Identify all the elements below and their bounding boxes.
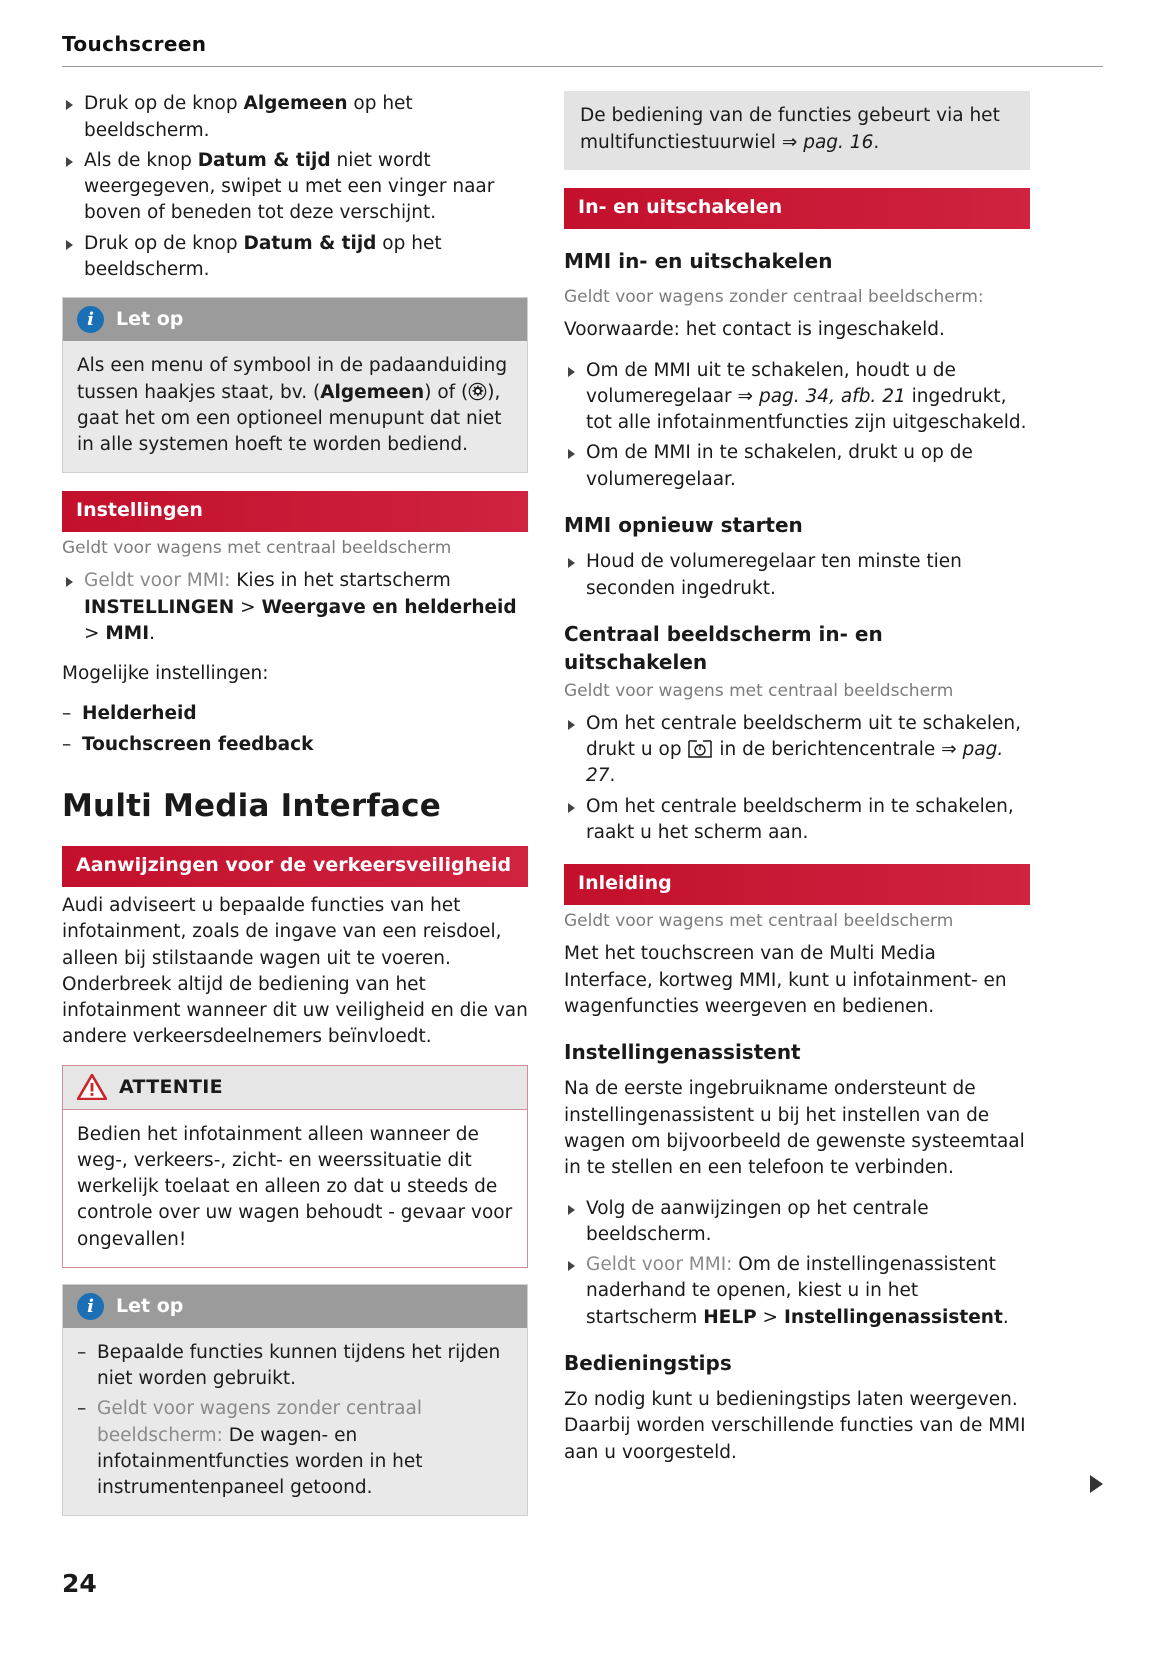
note-body [63, 1328, 527, 1516]
warning-text: Bedien het infotainment alleen wanneer de weg-, verkeers-, zicht- en weerssituatie dit werkelijk toelaat en alleen zo dat u steeds de controle over uw wagen behoudt - gevaar voor ongevallen! [77, 1123, 513, 1250]
steps-list-top [62, 91, 528, 283]
safety-paragraph: Audi adviseert u bepaalde functies van het infotainment, zoals de ingave van een reisdoel, alleen bij stilstaande wagen uit te voeren. Onderbreek altijd de bediening van het infotainment wanneer dit uw veiligheid en die van andere verkeersdeelnemers beïnvloedt. [62, 894, 528, 1048]
list-item: Volg de aanwijzingen op het centrale beeldscherm. [564, 1196, 1030, 1249]
list-item: Druk op de knop Datum & tijd op het beeldscherm. [62, 231, 528, 284]
instellingen-steps [62, 568, 528, 647]
assistant-steps [564, 1196, 1030, 1331]
mmi-restart-steps [564, 549, 1030, 602]
note-title: Let op [116, 1294, 184, 1317]
page-number: 24 [62, 1568, 97, 1598]
page-title: Touchscreen [62, 32, 207, 56]
note-title: Let op [116, 308, 184, 331]
info-grey-box [564, 91, 1030, 170]
chapter-heading: Multi Media Interface [62, 788, 441, 824]
info-circle-icon: i [77, 306, 104, 333]
list-item: Om de MMI in te schakelen, drukt u op de volumeregelaar. [564, 440, 1030, 493]
assistant-paragraph: Na de eerste ingebruikname ondersteunt de instellingenassistent u bij het instellen van de wagen om bijvoorbeeld de gewenste systeemtaal in te stellen en een telefoon te verbinden. [564, 1078, 1025, 1179]
info-circle-icon: i [77, 1293, 104, 1320]
applicability-note: Geldt voor wagens zonder centraal beeldscherm: [564, 287, 984, 308]
heading-mmi-in-en-uitschakelen: MMI in- en uitschakelen [564, 248, 833, 273]
note-header [63, 1285, 527, 1328]
list-item: – Geldt voor wagens zonder centraal beeldscherm: De wagen- en infotainmentfuncties worden in het instrumentenpaneel getoond. [77, 1396, 513, 1501]
note-box-padaanduiding [62, 297, 528, 473]
list-item: – Helderheid [62, 701, 528, 727]
note-text: Als een menu of symbool in de padaanduiding tussen haakjes staat, bv. (Algemeen) of ( ), gaat het om een optioneel menupunt dat niet in alle systemen hoeft te worden bediend. [77, 355, 508, 456]
section-bar-in-en-uitschakelen: In- en uitschakelen [564, 188, 1030, 229]
precondition-text: Voorwaarde: het contact is ingeschakeld. [564, 319, 945, 341]
warning-title: ATTENTIE [119, 1075, 223, 1098]
note-header [63, 298, 527, 341]
list-item: Om het centrale beeldscherm in te schakelen, raakt u het scherm aan. [564, 794, 1030, 847]
grey-box-text: De bediening van de functies gebeurt via het multifunctiestuurwiel ⇒ pag. 16. [580, 105, 1000, 153]
heading-centraal-beeldscherm: Centraal beeldscherm in- en uitschakelen [564, 621, 883, 675]
two-column-layout [62, 91, 1103, 1532]
warning-box-attentie [62, 1065, 528, 1268]
warning-body [63, 1110, 527, 1267]
header-divider [62, 66, 1103, 67]
list-item: Als de knop Datum & tijd niet wordt weergegeven, swipet u met een vinger naar boven of beneden tot deze verschijnt. [62, 148, 528, 227]
note-box-rijden [62, 1284, 528, 1517]
heading-instellingenassistent: Instellingenassistent [564, 1040, 801, 1065]
intro-paragraph: Met het touchscreen van de Multi Media Interface, kortweg MMI, kunt u infotainment- en wagenfuncties weergeven en bedienen. [564, 943, 1007, 1017]
note-list [77, 1340, 513, 1502]
applicability-note: Geldt voor wagens met centraal beeldscherm [564, 911, 954, 932]
settings-options-list [62, 701, 528, 758]
list-item: Druk op de knop Algemeen op het beeldscherm. [62, 91, 528, 144]
continuation-arrow-icon [1090, 1475, 1103, 1493]
mogelijke-instellingen-label: Mogelijke instellingen: [62, 663, 269, 685]
mmi-power-steps [564, 358, 1030, 493]
list-item: Geldt voor MMI: Kies in het startscherm INSTELLINGEN > Weergave en helderheid > MMI. [62, 568, 528, 647]
right-column [564, 91, 1030, 1480]
gear-icon [468, 382, 487, 401]
section-bar-verkeersveiligheid: Aanwijzingen voor de verkeersveiligheid [62, 846, 528, 887]
warning-header [63, 1066, 527, 1110]
note-body [63, 341, 527, 472]
list-item: Houd de volumeregelaar ten minste tien seconden ingedrukt. [564, 549, 1030, 602]
list-item: Om de MMI uit te schakelen, houdt u de volumeregelaar ⇒ pag. 34, afb. 21 ingedrukt, tot alle infotainmentfuncties zijn uitgeschakeld. [564, 358, 1030, 437]
list-item: Om het centrale beeldscherm uit te schakelen, drukt u op in de berichtencentrale ⇒ pag. 27. [564, 711, 1030, 790]
heading-bedieningstips: Bedieningstips [564, 1350, 732, 1375]
heading-mmi-opnieuw-starten: MMI opnieuw starten [564, 513, 803, 537]
list-item: Geldt voor MMI: Om de instellingenassistent naderhand te openen, kiest u in het startscherm HELP > Instellingenassistent. [564, 1252, 1030, 1331]
display-off-icon [687, 739, 713, 759]
tips-paragraph: Zo nodig kunt u bedieningstips laten weergeven. Daarbij worden verschillende functies van de MMI aan u voorgesteld. [564, 1389, 1026, 1463]
list-item: – Bepaalde functies kunnen tijdens het rijden niet worden gebruikt. [77, 1340, 513, 1393]
section-bar-inleiding: Inleiding [564, 864, 1030, 905]
left-column [62, 91, 528, 1532]
section-bar-instellingen: Instellingen [62, 491, 528, 532]
list-item: – Touchscreen feedback [62, 732, 528, 758]
applicability-note: Geldt voor wagens met centraal beeldscherm [564, 680, 954, 701]
warning-triangle-icon [77, 1074, 107, 1100]
applicability-note: Geldt voor wagens met centraal beeldscherm [62, 538, 452, 559]
central-display-steps [564, 711, 1030, 846]
